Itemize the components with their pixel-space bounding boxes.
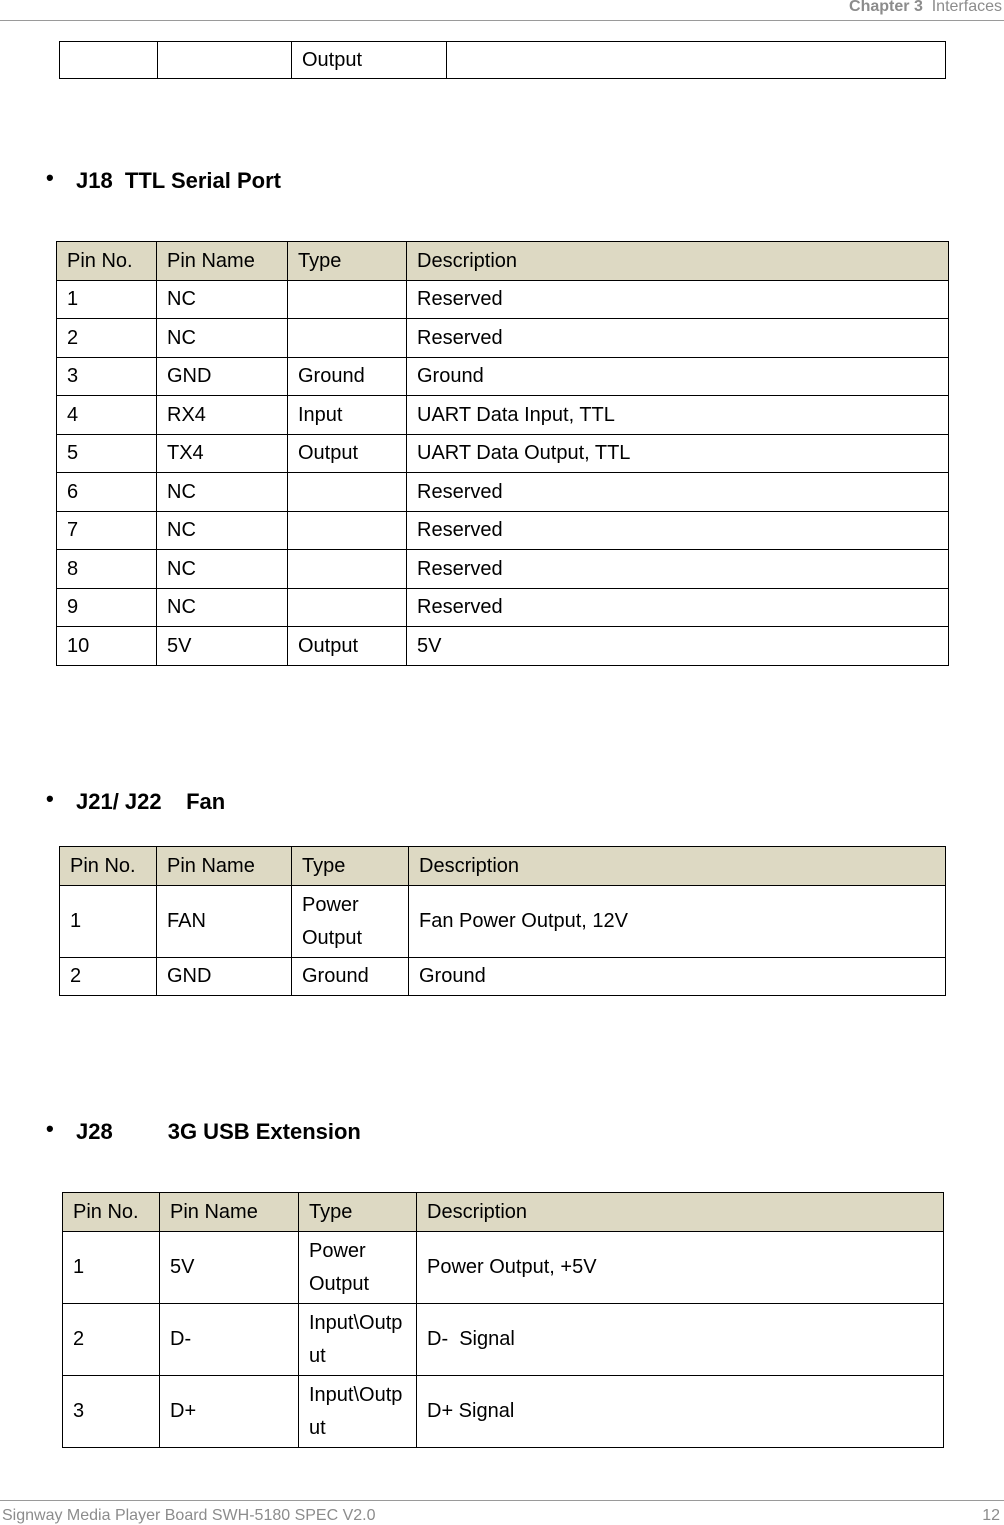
table-cell <box>288 281 407 319</box>
page-footer <box>0 1500 1004 1524</box>
column-header: Description <box>407 242 949 281</box>
table-row <box>63 1376 944 1448</box>
table-cell: NC <box>157 319 288 358</box>
table-cell: D- Signal <box>417 1304 944 1376</box>
table-cell: RX4 <box>157 396 288 435</box>
column-header: Pin Name <box>157 242 288 281</box>
table-row <box>57 589 949 627</box>
column-header: Pin No. <box>57 242 157 281</box>
table-cell: Power Output <box>299 1232 417 1304</box>
table-cell <box>60 42 158 79</box>
table-row <box>57 396 949 435</box>
table-row <box>60 42 946 79</box>
table-cell: Input\Output <box>299 1304 417 1376</box>
j18-pin-table <box>56 241 949 666</box>
table-cell: D- <box>160 1304 299 1376</box>
table-header-row <box>60 847 946 886</box>
table-cell <box>288 473 407 512</box>
table-cell: 5 <box>57 435 157 473</box>
table-cell <box>158 42 292 79</box>
table-row <box>57 281 949 319</box>
bullet-icon: • <box>46 786 54 811</box>
table-cell: Input\Output <box>299 1376 417 1448</box>
table-cell: Reserved <box>407 473 949 512</box>
table-cell: NC <box>157 512 288 550</box>
table-row <box>57 358 949 396</box>
page-header <box>0 0 1004 21</box>
table-cell: Fan Power Output, 12V <box>409 886 946 958</box>
table-cell: 5V <box>160 1232 299 1304</box>
j28-pin-table <box>62 1192 944 1448</box>
section-title-j21-j22: J21/ J22 Fan <box>76 789 226 814</box>
table-cell: UART Data Input, TTL <box>407 396 949 435</box>
page-number: 12 <box>982 1507 1000 1524</box>
table-cell: 4 <box>57 396 157 435</box>
table-cell: NC <box>157 473 288 512</box>
table-row <box>57 435 949 473</box>
table-cell: 1 <box>60 886 157 958</box>
table-cell: Power Output, +5V <box>417 1232 944 1304</box>
table-cell: D+ <box>160 1376 299 1448</box>
section-title-j18: J18 TTL Serial Port <box>76 168 282 193</box>
table-cell: Reserved <box>407 319 949 358</box>
table-cell: 9 <box>57 589 157 627</box>
table-cell <box>288 550 407 589</box>
document-title: Signway Media Player Board SWH-5180 SPEC V2.0 <box>2 1507 376 1524</box>
table-cell: Ground <box>292 958 409 996</box>
column-header: Pin Name <box>157 847 292 886</box>
column-header: Pin No. <box>63 1193 160 1232</box>
table-cell: 2 <box>57 319 157 358</box>
top-table <box>59 41 946 79</box>
table-cell: Ground <box>409 958 946 996</box>
section-title-j28: J28 3G USB Extension <box>76 1119 361 1144</box>
table-row <box>57 550 949 589</box>
column-header: Type <box>288 242 407 281</box>
table-cell: 5V <box>157 627 288 666</box>
table-cell: 3 <box>57 358 157 396</box>
table-row <box>63 1232 944 1304</box>
column-header: Pin Name <box>160 1193 299 1232</box>
table-cell <box>288 589 407 627</box>
table-cell: Reserved <box>407 589 949 627</box>
table-row <box>57 319 949 358</box>
table-cell: 1 <box>63 1232 160 1304</box>
chapter-label: Chapter 3 <box>849 0 923 15</box>
column-header: Description <box>409 847 946 886</box>
column-header: Type <box>292 847 409 886</box>
j21-j22-pin-table <box>59 846 946 996</box>
table-cell: GND <box>157 358 288 396</box>
table-cell: 2 <box>60 958 157 996</box>
table-cell: NC <box>157 550 288 589</box>
table-cell: GND <box>157 958 292 996</box>
table-cell: Ground <box>407 358 949 396</box>
table-cell: Reserved <box>407 550 949 589</box>
table-cell: Output <box>288 627 407 666</box>
table-cell: 2 <box>63 1304 160 1376</box>
column-header: Pin No. <box>60 847 157 886</box>
bullet-icon: • <box>46 1116 54 1141</box>
table-cell: 6 <box>57 473 157 512</box>
table-row <box>57 512 949 550</box>
table-row <box>60 958 946 996</box>
table-cell: 8 <box>57 550 157 589</box>
table-cell: 1 <box>57 281 157 319</box>
table-header-row <box>63 1193 944 1232</box>
table-cell: 3 <box>63 1376 160 1448</box>
table-cell <box>288 512 407 550</box>
bullet-icon: • <box>46 165 54 190</box>
table-cell: TX4 <box>157 435 288 473</box>
table-row <box>57 473 949 512</box>
table-cell <box>288 319 407 358</box>
table-cell: FAN <box>157 886 292 958</box>
table-row <box>60 886 946 958</box>
table-cell: 5V <box>407 627 949 666</box>
column-header: Description <box>417 1193 944 1232</box>
table-cell: Reserved <box>407 512 949 550</box>
table-cell: Reserved <box>407 281 949 319</box>
table-cell: NC <box>157 589 288 627</box>
table-cell: Output <box>292 42 447 79</box>
table-cell: 7 <box>57 512 157 550</box>
table-row <box>57 627 949 666</box>
table-cell: UART Data Output, TTL <box>407 435 949 473</box>
table-cell: D+ Signal <box>417 1376 944 1448</box>
table-cell: Input <box>288 396 407 435</box>
table-cell: NC <box>157 281 288 319</box>
table-cell: Ground <box>288 358 407 396</box>
section-label: Interfaces <box>931 0 1002 15</box>
table-cell: Output <box>288 435 407 473</box>
table-cell: 10 <box>57 627 157 666</box>
header-text <box>849 0 1002 16</box>
table-cell: Power Output <box>292 886 409 958</box>
table-row <box>63 1304 944 1376</box>
table-cell <box>447 42 946 79</box>
table-header-row <box>57 242 949 281</box>
column-header: Type <box>299 1193 417 1232</box>
